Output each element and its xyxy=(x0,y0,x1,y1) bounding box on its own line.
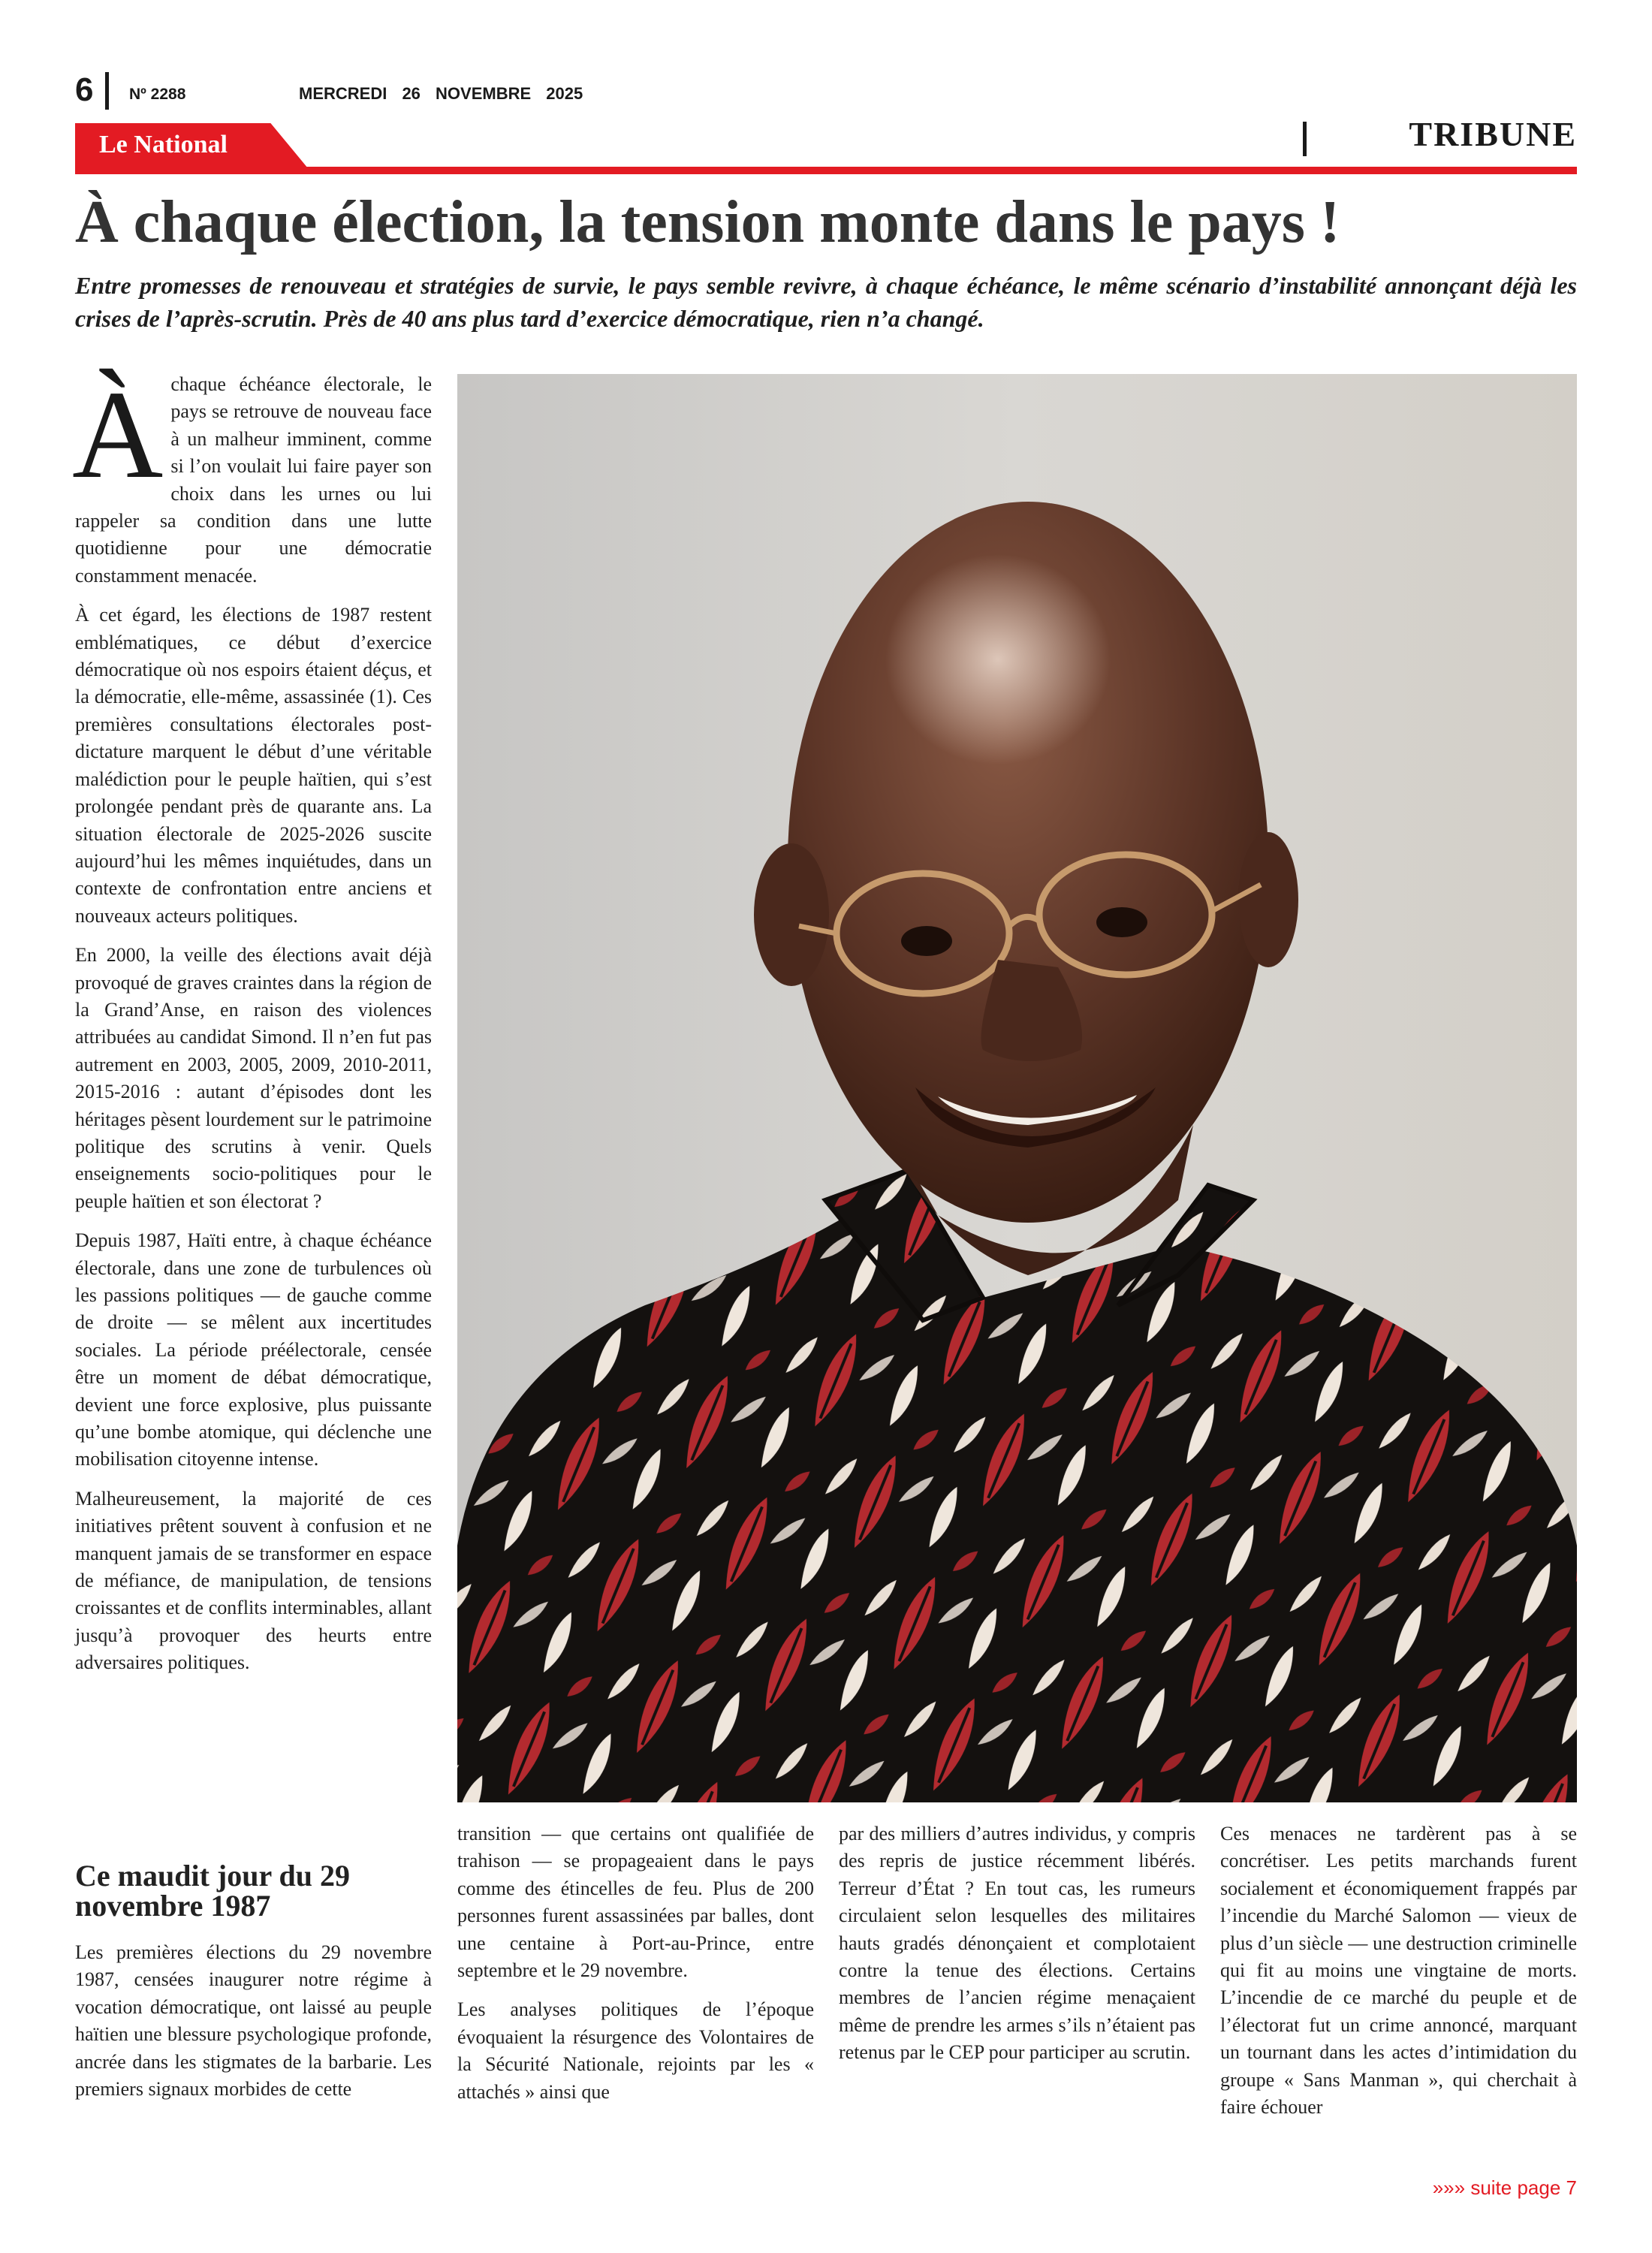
article-column-1 xyxy=(72,365,432,1689)
header-rule xyxy=(75,167,1577,174)
article-column-2 xyxy=(457,1820,814,2118)
issue-date: MERCREDI 26 NOVEMBRE 2025 xyxy=(299,84,583,103)
drop-cap: À xyxy=(72,365,164,505)
page-number: 6 xyxy=(75,71,94,108)
portrait-photo xyxy=(457,374,1577,1802)
paragraph: Malheureusement, la majorité de ces initiatives prêtent souvent à confusion et ne manquent jamais de se transformer en espace de méfiance, de manipulation, de tensions croissantes et de conflits interminables, allant jusqu’à provoquer des heurts entre adversaires politiques. xyxy=(75,1487,432,1674)
paragraph: En 2000, la veille des élections avait déjà provoqué de graves craintes dans la région de la Grand’Anse, en raison des violences attribuées au candidat Simond. Il n’en fut pas autrement en 2003, 2005, 2009, 2010-2011, 2015-2016 : autant d’épisodes dont les héritages pèsent lourdement sur le patrimoine politique des scrutins à venir. Quels enseignements socio-politiques pour le peuple haïtien et son électorat ? xyxy=(75,944,432,1212)
paragraph: Ces menaces ne tardèrent pas à se concrétiser. Les petits marchands furent socialement et économiquement frappés par l’incendie du Marché Salomon — vieux de plus d’un siècle — une destruction criminelle qui fit au moins une vingtaine de morts. L’incendie de ce marché du peuple et de l’électorat fut un crime annoncé, marquant un tournant dans les actes d’intimidation du groupe « Sans Manman », qui cherchait à faire échouer xyxy=(1220,1823,1577,2119)
page-number-divider xyxy=(105,72,109,110)
paragraph: À cet égard, les élections de 1987 restent emblématiques, ce début d’exercice démocratique où nos espoirs étaient déçus, et la démocratie, elle-même, assassinée (1). Ces premières consultations électorales post-dictature marquent le début d’une véritable malédiction pour le peuple haïtien, qui s’est prolongée pendant près de quarante ans. La situation électorale de 2025-2026 suscite aujourd’hui les mêmes inquiétudes, dans un contexte de confrontation entre anciens et nouveaux acteurs politiques. xyxy=(75,604,432,927)
article-column-1-continued xyxy=(75,1939,432,2115)
paragraph: Depuis 1987, Haïti entre, à chaque échéance électorale, dans une zone de turbulences où les passions politiques — de gauche comme de droite — se mêlent aux incertitudes sociales. La période préélectorale, censée être un moment de débat démocratique, devient une force explosive, plus puissante qu’une bombe atomique, qui déclenche une mobilisation citoyenne intense. xyxy=(75,1229,432,1470)
section-rubric: TRIBUNE xyxy=(1409,115,1577,153)
continued-on-page-link[interactable]: »»» suite page 7 xyxy=(1432,2176,1577,2199)
brand-name: Le National xyxy=(99,131,228,158)
paragraph: Les analyses politiques de l’époque évoquaient la résurgence des Volontaires de la Sécurité Nationale, rejoints par les « attachés » ainsi que xyxy=(457,1998,814,2103)
paragraph: par des milliers d’autres individus, y compris des repris de justice récemment libérés. Terreur d’État ? En tout cas, les rumeurs circulaient selon lesquelles des militaires hauts gradés dénonçaient et complotaient contre la tenue des élections. Certains membres de l’ancien régime menaçaient même de prendre les armes s’ils n’étaient pas retenus par le CEP pour participer au scrutin. xyxy=(839,1823,1195,2064)
article-column-3 xyxy=(839,1820,1195,2079)
rubric-divider xyxy=(1303,122,1307,156)
paragraph: transition — que certains ont qualifiée de trahison — se propageaient dans le pays comme des étincelles de feu. Plus de 200 personnes furent assassinées par balles, dont une centaine à Port-au-Prince, entre septembre et le 29 novembre. xyxy=(457,1823,814,1982)
article-headline: À chaque élection, la tension monte dans le pays ! xyxy=(75,189,1340,255)
article-subhead: Ce maudit jour du 29 novembre 1987 xyxy=(75,1859,350,1923)
paragraph-text: chaque échéance électorale, le pays se retrouve de nouveau face à un malheur imminent, comme si l’on voulait lui faire payer son choix dans les urnes ou lui rappeler sa condition dans une lutte quotidienne pour une démocratie constamment menacée. xyxy=(75,373,432,587)
paragraph xyxy=(72,365,432,590)
article-column-4 xyxy=(1220,1820,1577,2133)
issue-number: Nº 2288 xyxy=(129,86,186,103)
article-standfirst: Entre promesses de renouveau et stratégies de survie, le pays semble revivre, à chaque échéance, le même scénario d’instabilité annonçant déjà les crises de l’après-scrutin. Près de 40 ans plus tard d’exercice démocratique, rien n’a changé. xyxy=(75,272,1577,332)
paragraph: Les premières élections du 29 novembre 1987, censées inaugurer notre régime à vocation démocratique, ont laissé au peuple haïtien une blessure psychologique profonde, ancrée dans les stigmates de la barbarie. Les premiers signaux morbides de cette xyxy=(75,1941,432,2101)
